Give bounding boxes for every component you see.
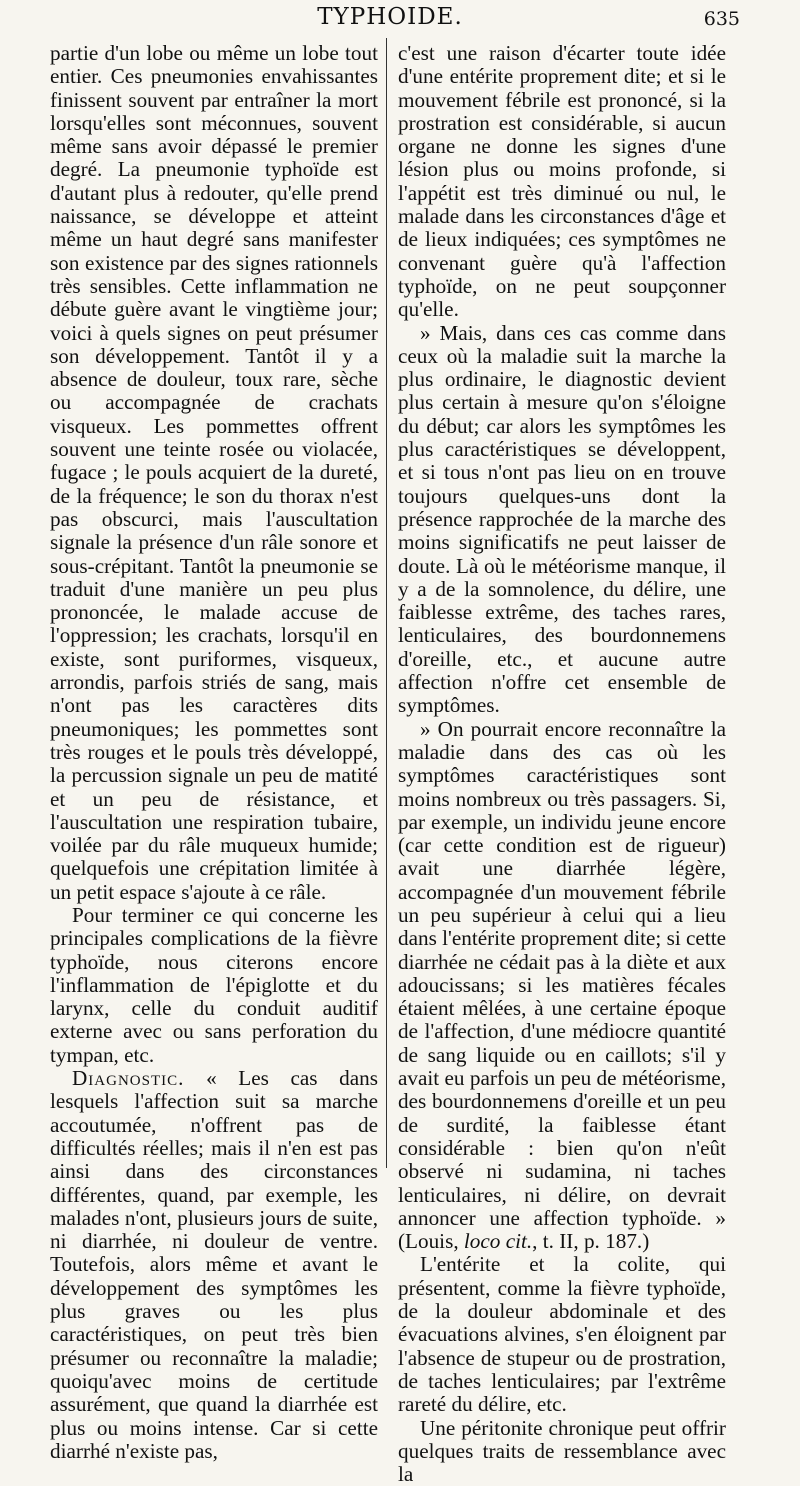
section-heading: Diagnostic. <box>72 1066 185 1091</box>
page-number: 635 <box>703 8 740 30</box>
paragraph-with-citation <box>398 718 726 1254</box>
column-divider <box>386 38 387 1168</box>
left-column <box>50 41 379 1463</box>
paragraph: L'entérite et la colite, qui présentent, comme la fièvre typhoïde, de la douleur abdominale et des évacuations alvines, s'en éloignent par l'absence de stupeur ou de prostration, de taches lenticulaires; par l'extrême rareté du délire, etc. <box>398 1252 726 1417</box>
right-column <box>398 41 726 1486</box>
citation-rest: , t. II, p. 187.) <box>532 1229 650 1254</box>
paragraph: Une péritonite chronique peut offrir quelques traits de ressemblance avec la <box>398 1415 726 1486</box>
paragraph: partie d'un lobe ou même un lobe tout entier. Ces pneumonies envahissantes finissent souvent par entraîner la mort lorsqu'elles sont méconnues, souvent même sans avoir dépassé le premier degré. La pneumonie typhoïde est d'autant plus à redouter, qu'elle prend naissance, se développe et atteint même un haut degré sans manifester son existence par des signes rationnels très sensibles. Cette inflammation ne débute guère avant le vingtième jour; voici à quels signes on peut présumer son développement. Tantôt il y a absence de douleur, toux rare, sèche ou accompagnée de crachats visqueux. Les pommettes offrent souvent une teinte rosée ou violacée, fugace ; le pouls acquiert de la dureté, de la fréquence; le son du thorax n'est pas obscurci, mais l'auscultation signale la présence d'un râle sonore et sous-crépitant. Tantôt la pneumonie se traduit d'une manière un peu plus prononcée, le malade accuse de l'oppression; les crachats, lorsqu'il en existe, sont puriformes, visqueux, arrondis, parfois striés de sang, mais n'ont pas les caractères dits pneumoniques; les pommettes sont très rouges et le pouls très développé, la percussion signale un peu de matité et un peu de résistance, et l'auscultation une respiration tubaire, voilée par du râle muqueux humide; quelquefois une crépitation limitée à un petit espace s'ajoute à ce râle. <box>50 41 378 904</box>
running-head <box>50 2 740 42</box>
paragraph-diagnostic <box>50 1067 378 1463</box>
running-title: TYPHOIDE. <box>317 4 463 30</box>
paragraph-text: » On pourrait encore reconnaître la maladie dans des cas où les symptômes caractéristiques sont moins nombreux ou très passagers. Si, par exemple, un individu jeune encore (car cette condition est de rigueur) avait une diarrhée légère, accompagnée d'un mouvement fébrile un peu supérieur à celui qui a lieu dans l'entérite proprement dite; si cette diarrhée ne cédait pas à la diète et aux adoucissans; si les matières fécales étaient mêlées, à une certaine époque de l'affection, d'une médiocre quantité de sang liquide ou en caillots; s'il y avait eu parfois un peu de météorisme, des bourdonnemens d'oreille et un peu de surdité, la faiblesse étant considérable : bien qu'on n'eût observé ni sudamina, ni taches lenticulaires, ni délire, on devrait annoncer une affection typhoïde. » (Louis, <box>398 716 726 1254</box>
paragraph: » Mais, dans ces cas comme dans ceux où la maladie suit la marche la plus ordinaire, le diagnostic devient plus certain à mesure qu'on s'éloigne du début; car alors les symptômes les plus caractéristiques se développent, et si tous n'ont pas lieu on en trouve toujours quelques-uns dont la présence rapprochée de la marche des moins significatifs ne peut laisser de doute. Là où le météorisme manque, il y a de la somnolence, du délire, une faiblesse extrême, des taches rares, lenticulaires, des bourdonnemens d'oreille, etc., et aucune autre affection n'offre cet ensemble de symptômes. <box>398 320 726 718</box>
citation-italic: loco cit. <box>463 1229 533 1254</box>
paragraph: c'est une raison d'écarter toute idée d'une entérite proprement dite; et si le mouvement fébrile est prononcé, si la prostration est considérable, si aucun organe ne donne les signes d'une lésion plus ou moins profonde, si l'appétit est très diminué ou nul, le malade dans les circonstances d'âge et de lieux indiquées; ces symptômes ne convenant guère qu'à l'affection typhoïde, on ne peut soupçonner qu'elle. <box>398 41 726 322</box>
paragraph-text: « Les cas dans lesquels l'affection suit sa marche accoutumée, n'offrent pas de difficultés réelles; mais il n'en est pas ainsi dans des circonstances différentes, quand, par exemple, les malades n'ont, plusieurs jours de suite, ni diarrhée, ni douleur de ventre. Toutefois, alors même et avant le développement des symptômes les plus graves ou les plus caractéristiques, on peut très bien présumer ou reconnaître la maladie; quoiqu'avec moins de certitude assurément, que quand la diarrhée est plus ou moins intense. Car si cette diarrhé n'existe pas, <box>50 1066 379 1463</box>
paragraph: Pour terminer ce qui concerne les principales complications de la fièvre typhoïde, nous citerons encore l'inflammation de l'épiglotte et du larynx, celle du conduit auditif externe avec ou sans perforation du tympan, etc. <box>50 902 378 1067</box>
